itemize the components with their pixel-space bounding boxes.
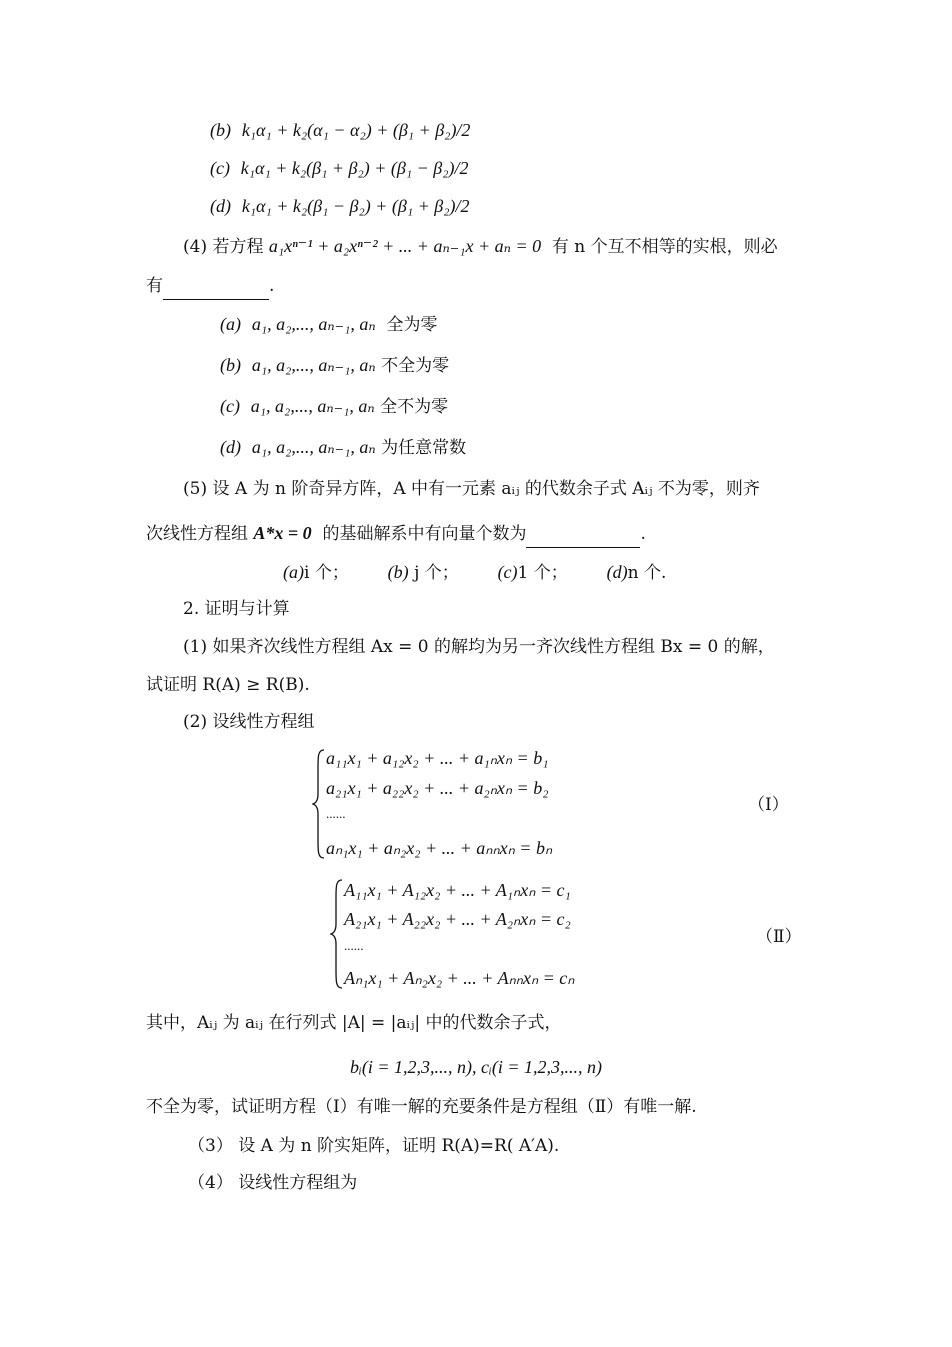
left-brace-icon (312, 748, 326, 860)
system2-row-n: Aₙ₁x₁ + Aₙ₂x₂ + ... + Aₙₙxₙ = cₙ (344, 968, 575, 988)
section-heading: 2. 证明与计算 (183, 599, 290, 619)
answer-blank (163, 277, 269, 300)
q5-stem-line1: (5) 设 A 为 n 阶奇异方阵，A 中有一元素 aᵢⱼ 的代数余子式 Aᵢⱼ 不为零，则齐 (183, 479, 760, 499)
q3-option-c (210, 157, 468, 180)
option-label: (c) (210, 158, 230, 178)
option-label: (d) (606, 562, 628, 582)
option-text: n 个. (627, 563, 667, 583)
q4-stem-suffix: 有 n 个互不相等的实根，则必 (551, 237, 778, 257)
q4-end: . (269, 276, 275, 296)
q5-equation: A*x = 0 (253, 523, 312, 543)
q4-option-a (220, 313, 438, 336)
option-label: (c) (497, 562, 518, 582)
not-all-zero-line: 不全为零，试证明方程（Ⅰ）有唯一解的充要条件是方程组（Ⅱ）有唯一解. (146, 1097, 697, 1117)
p3-line: （3） 设 A 为 n 阶实矩阵，证明 R(A)=R( A′A). (188, 1136, 560, 1156)
option-label: (b) (210, 120, 231, 140)
q4-option-d (220, 436, 466, 459)
q5-options (283, 561, 666, 584)
option-label: (a) (283, 562, 304, 582)
bc-line: bᵢ(i = 1,2,3,..., n), cᵢ(i = 1,2,3,..., n) (350, 1057, 602, 1077)
option-label: (d) (210, 196, 231, 216)
system2-tag: （Ⅱ） (756, 927, 802, 947)
option-text: j 个； (414, 563, 459, 583)
option-label: (b) (387, 562, 409, 582)
option-expression: a₁, a₂,..., aₙ₋₁, aₙ (251, 437, 376, 457)
q4-cont-text: 有 (146, 276, 163, 296)
system1-row1: a₁₁x₁ + a₁₂x₂ + ... + a₁ₙxₙ = b₁ (326, 748, 549, 768)
left-brace-icon (330, 878, 344, 990)
option-text: 全为零 (386, 315, 438, 335)
option-label: (b) (220, 355, 241, 375)
q3-option-d (210, 195, 469, 218)
q5-stem-line2 (146, 522, 646, 548)
q4-stem (183, 235, 778, 258)
q4-option-c (220, 395, 448, 418)
option-expression: k₁α₁ + k₂(β₁ − β₂) + (β₁ + β₂)/2 (241, 196, 470, 216)
q4-option-b (220, 354, 449, 377)
option-text: 全不为零 (380, 397, 449, 417)
system2-row2: A₂₁x₁ + A₂₂x₂ + ... + A₂ₙxₙ = c₂ (344, 909, 571, 929)
p1-line1: (1) 如果齐次线性方程组 Ax = 0 的解均为另一齐次线性方程组 Bx = 0 的解， (183, 637, 775, 657)
p2-intro: (2) 设线性方程组 (183, 712, 315, 732)
option-label: (c) (220, 396, 240, 416)
option-expression: a₁, a₂,..., aₙ₋₁, aₙ (251, 314, 376, 334)
option-expression: k₁α₁ + k₂(β₁ + β₂) + (β₁ − β₂)/2 (240, 158, 469, 178)
q4-stem-continuation (146, 275, 274, 300)
system1-tag: （Ⅰ） (748, 795, 789, 815)
system1-row-ellipsis: ...... (326, 806, 346, 821)
system1-row-n: aₙ₁x₁ + aₙ₂x₂ + ... + aₙₙxₙ = bₙ (326, 838, 553, 858)
option-text: 为任意常数 (381, 438, 467, 458)
option-expression: k₁α₁ + k₂(α₁ − α₂) + (β₁ + β₂)/2 (241, 120, 471, 140)
option-text: 1 个； (517, 563, 568, 583)
system2-row-ellipsis: ...... (344, 938, 364, 953)
p1-line2: 试证明 R(A) ≥ R(B). (146, 675, 310, 695)
q5-line2-prefix: 次线性方程组 (146, 524, 248, 544)
answer-blank (526, 525, 640, 548)
q3-option-b (210, 119, 470, 142)
option-text: 不全为零 (381, 356, 450, 376)
system2-row1: A₁₁x₁ + A₁₂x₂ + ... + A₁ₙxₙ = c₁ (344, 880, 571, 900)
option-expression: a₁, a₂,..., aₙ₋₁, aₙ (251, 355, 376, 375)
q4-equation: a₁xⁿ⁻¹ + a₂xⁿ⁻² + ... + aₙ₋₁x + aₙ = 0 (268, 236, 542, 256)
system1-row2: a₂₁x₁ + a₂₂x₂ + ... + a₂ₙxₙ = b₂ (326, 778, 549, 798)
where-line: 其中，Aᵢⱼ 为 aᵢⱼ 在行列式 |A| = |aᵢⱼ| 中的代数余子式， (146, 1013, 562, 1033)
q4-stem-prefix: (4) 若方程 (183, 237, 264, 257)
option-text: i 个； (304, 563, 349, 583)
option-label: (d) (220, 437, 241, 457)
q5-line2-suffix: 的基础解系中有向量个数为 (322, 524, 527, 544)
option-label: (a) (220, 314, 241, 334)
option-expression: a₁, a₂,..., aₙ₋₁, aₙ (250, 396, 375, 416)
q5-end: . (640, 524, 646, 544)
p4-line: （4） 设线性方程组为 (188, 1173, 358, 1193)
